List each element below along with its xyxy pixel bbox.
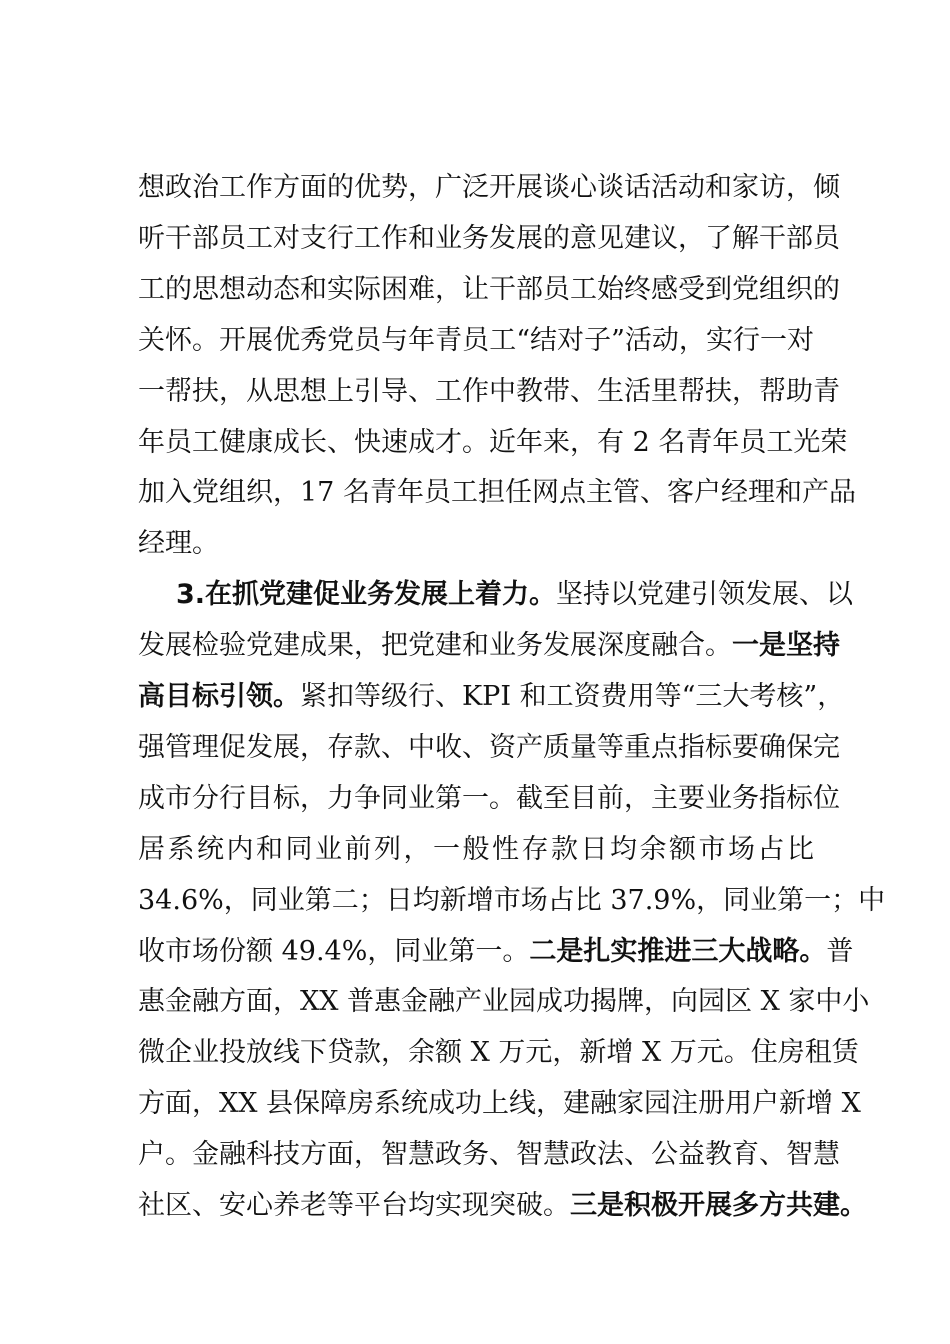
text-line bbox=[138, 1084, 861, 1124]
text-segment: 工的思想动态和实际困难，让干部员工始终感受到党组织的 bbox=[138, 274, 840, 305]
text-line bbox=[138, 779, 840, 819]
text-segment: 关怀。开展优秀党员与年青员工“结对子”活动，实行一对 bbox=[138, 325, 814, 356]
text-segment: 强管理促发展，存款、中收、资产质量等重点指标要确保完 bbox=[138, 732, 840, 763]
text-segment: 加入党组织，17 名青年员工担任网点主管、客户经理和产品 bbox=[138, 477, 856, 508]
text-line bbox=[138, 372, 840, 412]
text-line bbox=[138, 321, 814, 361]
text-line bbox=[138, 1186, 867, 1226]
text-line bbox=[138, 219, 840, 259]
text-line bbox=[138, 473, 856, 513]
text-line bbox=[138, 932, 854, 972]
bold-phrase: 二是扎实推进三大战略。 bbox=[529, 936, 827, 967]
text-segment: 一帮扶，从思想上引导、工作中教带、生活里帮扶，帮助青 bbox=[138, 376, 840, 407]
text-segment: 居系统内和同业前列，一般性存款日均余额市场占比 bbox=[138, 834, 814, 865]
text-segment: 成市分行目标，力争同业第一。截至目前，主要业务指标位 bbox=[138, 783, 840, 814]
text-segment: 紧扣等级行、KPI 和工资费用等“三大考核”， bbox=[300, 681, 845, 712]
text-line bbox=[138, 270, 840, 310]
text-line bbox=[138, 423, 848, 463]
bold-phrase: 高目标引领。 bbox=[138, 681, 300, 712]
paragraph-heading-line bbox=[176, 575, 854, 615]
text-segment: 想政治工作方面的优势，广泛开展谈心谈话活动和家访，倾 bbox=[138, 172, 840, 203]
bold-phrase: 3.在抓党建促业务发展上着力。 bbox=[176, 579, 557, 610]
text-line bbox=[138, 881, 886, 921]
text-segment: 经理。 bbox=[138, 528, 219, 559]
text-segment: 社区、安心养老等平台均实现突破。 bbox=[138, 1190, 570, 1221]
text-segment: 听干部员工对支行工作和业务发展的意见建议，了解干部员 bbox=[138, 223, 840, 254]
text-segment: 发展检验党建成果，把党建和业务发展深度融合。 bbox=[138, 630, 732, 661]
text-segment: 微企业投放线下贷款，余额 X 万元，新增 X 万元。住房租赁 bbox=[138, 1037, 859, 1068]
text-segment: 年员工健康成长、快速成才。近年来，有 2 名青年员工光荣 bbox=[138, 427, 848, 458]
text-line bbox=[138, 168, 840, 208]
text-segment: 坚持以党建引领发展、以 bbox=[556, 579, 854, 610]
text-line bbox=[138, 830, 814, 870]
text-segment: 34.6%，同业第二；日均新增市场占比 37.9%，同业第一；中 bbox=[138, 885, 886, 916]
text-line bbox=[138, 1135, 840, 1175]
text-segment: 收市场份额 49.4%，同业第一。 bbox=[138, 936, 530, 967]
text-line bbox=[138, 626, 840, 666]
bold-phrase: 三是积极开展多方共建。 bbox=[570, 1190, 867, 1221]
text-line bbox=[138, 728, 840, 768]
bold-phrase: 一是坚持 bbox=[732, 630, 840, 661]
text-line bbox=[138, 524, 814, 564]
text-segment: 惠金融方面，XX 普惠金融产业园成功揭牌，向园区 X 家中小 bbox=[138, 986, 870, 1017]
text-line bbox=[138, 677, 845, 717]
text-segment: 户。金融科技方面，智慧政务、智慧政法、公益教育、智慧 bbox=[138, 1139, 840, 1170]
text-line bbox=[138, 982, 870, 1022]
text-segment: 普 bbox=[826, 936, 854, 967]
text-segment: 方面，XX 县保障房系统成功上线，建融家园注册用户新增 X bbox=[138, 1088, 861, 1119]
text-line bbox=[138, 1033, 859, 1073]
